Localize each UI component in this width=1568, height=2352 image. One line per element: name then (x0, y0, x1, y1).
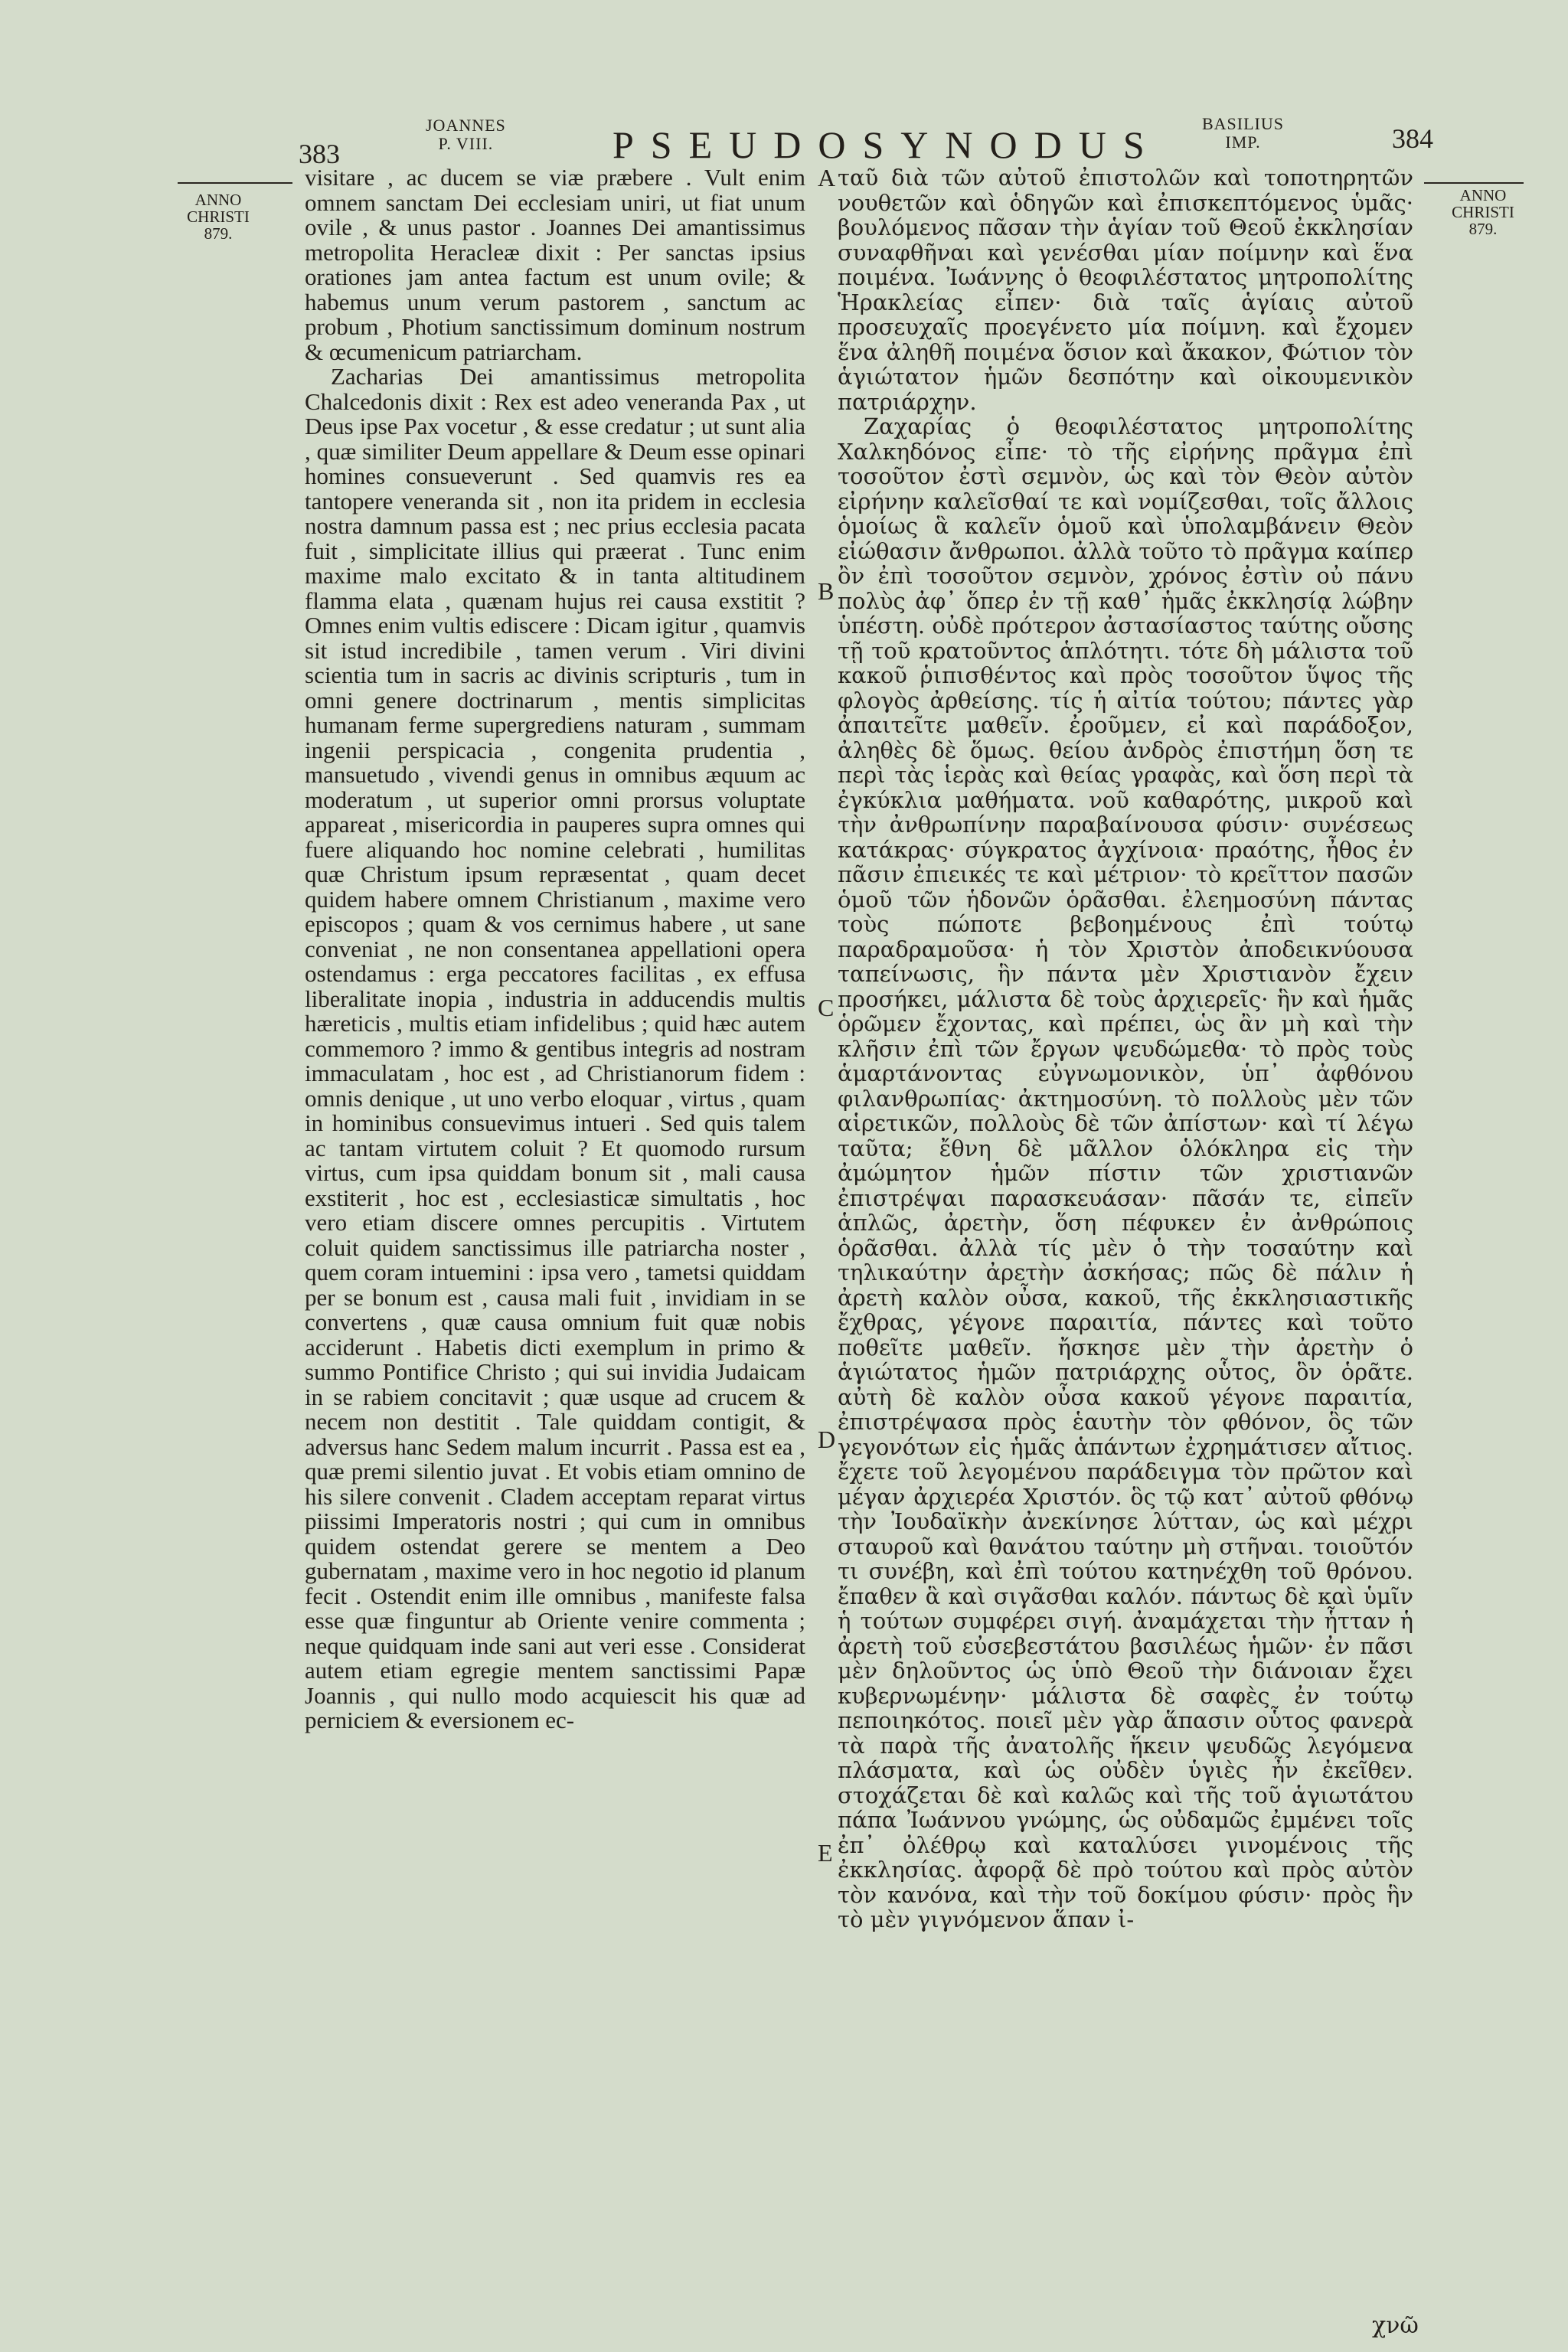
latin-paragraph: Zacharias Dei amantissimus metropolita Chalcedonis dixit : Rex est adeo veneranda Pax , ut Deus ipse Pax vocetur , & esse credatur ; ut sunt alia , quæ similiter Deum appellare & Deum esse opinari homines consueverunt . Sed quamvis res ea tantopere veneranda sit , non ita pridem in ecclesia nostra damnum passa est ; nec prius ecclesia pacata fuit , simplicitate illius qui præerat . Tunc enim maxime malo excitato & in tanta altitudinem flamma elata , quænam hujus rei causa exstitit ? Omnes enim vultis ediscere : Dicam igitur , quamvis sit istud incredibile , tamen verum . Viri divini scientia tum in sacris ac divinis scripturis , tum in omni genere doctrinarum , mentis simplicitas humanam ferme supergrediens naturam , summam ingenii perspicacia , congenita prudentia , mansuetudo , vivendi genus in omnibus æquum ac moderatum , ut superior omni prorsus voluptate appareat , misericordia in pauperes supra omnes qui fuere aliquando hoc nomine celebrati , humilitas quæ Christum ipsum repræsentat , quam decet quidem habere omnem Christianum , maxime vero episcopos ; quam & vos cernimus habere , ut sane conveniat , ne non consentanea appellationi opera ostendamus : erga peccatores facilitas , ex effusa liberalitate inopia , industria in adducendis multis hæreticis , multis etiam infidelibus ; quid hæc autem commemoro ? immo & gentibus integris ad nostram immaculatam , hoc est , ad Christianorum fidem : omnis denique , ut uno verbo eloquar , virtus , quam in hominibus consuevimus intueri . Sed quis talem ac tantam virtutem coluit ? Et quomodo rursum virtus, cum ipsa quiddam bonum sit , mali causa exstiterit , hoc est , ecclesiasticæ simultatis , hoc vero etiam discere omnes percupitis . Virtutem coluit quidem sanctissimus ille patriarcha noster , quem coram intuemini : ipsa vero , tametsi quiddam per se bonum est , causa mali fuit , invidiam in se convertens , quæ causa omnium fuit quæ nobis acciderunt . Habetis dicti exemplum in primo & summo Pontifice Christo ; qui sui invidia Judaicam in se rabiem concitavit ; quæ usque ad crucem & necem non destitit . Tale quiddam contigit, & adversus hanc Sedem malum incurrit . Passa est ea , quæ premi silentio juvat . Et vobis etiam omnino de his silere convenit . Cladem acceptam reparat virtus piissimi Imperatoris nostri ; qui cum in omnibus quidem ostendat gerere se mentem a Deo gubernatam , maxime vero in hoc negotio id planum fecit . Ostendit enim ille omnibus , manifeste falsa esse quæ finguntur ab Oriente venire commenta ; neque quidquam inde sani aut veri esse . Considerat autem etiam egregie mentem sanctissimi Papæ Joannis , qui nullo modo acquiescit his quæ ad perniciem & eversionem ec- (305, 363, 805, 1733)
greek-paragraph: Ζαχαρίας ὁ θεοφιλέστατος μητροπολίτης Χαλκηδόνος εἶπε· τὸ τῆς εἰρήνης πρᾶγμα ἐπὶ τοσοῦτον ἐστὶ σεμνὸν, ὡς καὶ τὸν Θεὸν αὐτὸν εἰρήνην καλεῖσθαί τε καὶ νομίζεσθαι, τοῖς ἄλλοις ὁμοίως ἃ καλεῖν ὁμοῦ καὶ ὑπολαμβάνειν Θεὸν εἰώθασιν ἄνθρωποι. ἀλλὰ τοῦτο τὸ πρᾶγμα καίπερ ὂν ἐπὶ τοσοῦτον σεμνὸν, χρόνος ἐστὶν οὐ πάνυ πολὺς ἀφ᾽ ὅπερ ἐν τῇ καθ᾽ ἡμᾶς ἐκκλησίᾳ λώβην ὑπέστη. οὐδὲ πρότερον ἀστασίαστος ταύτης οὔσης τῇ τοῦ κρατοῦντος ἁπλότητι. τότε δὴ μάλιστα τοῦ κακοῦ ῥιπισθέντος καὶ πρὸς τοσοῦτον ὕψος τῆς φλογὸς ἀρθείσης. τίς ἡ αἰτία τούτου; πάντες γὰρ ἀπαιτεῖτε μαθεῖν. ἐροῦμεν, εἰ καὶ παράδοξον, ἀληθὲς δὲ ὅμως. θείου ἀνδρὸς ἐπιστήμη ὅση τε περὶ τὰς ἱερὰς καὶ θείας γραφὰς, καὶ ὅση περὶ τὰ ἐγκύκλια μαθήματα. νοῦ καθαρότης, μικροῦ καὶ τὴν ἀνθρωπίνην παραβαίνουσα φύσιν· συνέσεως κατάκρας· σύγκρατος ἀγχίνοια· πραότης, ἦθος ἐν πᾶσιν ἐπιεικές τε καὶ μέτριον· τὸ κρεῖττον πασῶν ὁμοῦ τῶν ἡδονῶν ὁρᾶσθαι. ἐλεημοσύνη πάντας τοὺς πώποτε βεβοημένους ἐπὶ τούτῳ παραδραμοῦσα· ἡ τὸν Χριστὸν ἀποδεικνύουσα ταπείνωσις, ἣν πάντα μὲν Χριστιανὸν ἔχειν προσήκει, μάλιστα δὲ τοὺς ἀρχιερεῖς· ἣν καὶ ἡμᾶς ὁρῶμεν ἔχοντας, καὶ πρέπει, ὡς ἂν μὴ καὶ τὴν κλῆσιν ἐπὶ τῶν ἔργων ψευδώμεθα· τὸ πρὸς τοὺς ἁμαρτάνοντας εὐγνωμονικὸν, ὑπ᾽ ἀφθόνου φιλανθρωπίας· ἀκτημοσύνη. τὸ πολλοὺς μὲν τῶν αἱρετικῶν, πολλοὺς δὲ τῶν ἀπίστων· καὶ τί λέγω ταῦτα; ἔθνη δὲ μᾶλλον ὁλόκληρα εἰς τὴν ἀμώμητον ἡμῶν πίστιν τῶν χριστιανῶν ἐπιστρέψαι παρασκευάσαν· πᾶσάν τε, εἰπεῖν ἁπλῶς, ἀρετὴν, ὅση πέφυκεν ἐν ἀνθρώποις ὁρᾶσθαι. ἀλλὰ τίς μὲν ὁ τὴν τοσαύτην καὶ τηλικαύτην ἀρετὴν ἀσκήσας; πῶς δὲ πάλιν ἡ ἀρετὴ καλὸν οὖσα, κακοῦ, τῆς ἐκκλησιαστικῆς ἔχθρας, γέγονε παραιτία, πάντες καὶ τοῦτο ποθεῖτε μαθεῖν. ἤσκησε μὲν τὴν ἀρετὴν ὁ ἁγιώτατος ἡμῶν πατριάρχης οὗτος, ὃν ὁρᾶτε. αὐτὴ δὲ καλὸν οὖσα κακοῦ γέγονε παραιτία, ἐπιστρέψασα πρὸς ἑαυτὴν τὸν φθόνον, ὃς τῶν γεγονότων εἰς ἡμᾶς ἁπάντων ἐχρημάτισεν αἴτιος. ἔχετε τοῦ λεγομένου παράδειγμα τὸν πρῶτον καὶ μέγαν ἀρχιερέα Χριστόν. ὃς τῷ κατ᾽ αὐτοῦ φθόνῳ τὴν Ἰουδαϊκὴν ἀνεκίνησε λύτταν, ὡς καὶ μέχρι σταυροῦ καὶ θανάτου ταύτην μὴ στῆναι. τοιοῦτόν τι συνέβη, καὶ ἐπὶ τούτου κατηνέχθη τοῦ θρόνου. ἔπαθεν ἃ καὶ σιγᾶσθαι καλόν. πάντως δὲ καὶ ὑμῖν ἡ τούτων συμφέρει σιγή. ἀναμάχεται τὴν ἧτταν ἡ ἀρετὴ τοῦ εὐσεβεστάτου βασιλέως ἡμῶν· ἐν πᾶσι μὲν δηλοῦντος ὡς ὑπὸ Θεοῦ τὴν διάνοιαν ἔχει κυβερνωμένην· μάλιστα δὲ σαφὲς ἐν τούτῳ πεποιηκότος. ποιεῖ μὲν γὰρ ἅπασιν οὗτος φανερὰ τὰ παρὰ τῆς ἀνατολῆς ἥκειν ψευδῶς λεγόμενα πλάσματα, καὶ ὡς οὐδὲν ὑγιὲς ἦν ἐκεῖθεν. στοχάζεται δὲ καὶ καλῶς καὶ τῆς τοῦ ἁγιωτάτου πάπα Ἰωάννου γνώμης, ὡς οὐδαμῶς ἐμμένει τοῖς ἐπ᾽ ὀλέθρῳ καὶ καταλύσει γινομένοις τῆς ἐκκλησίας. ἀφορᾷ δὲ πρὸ τούτου καὶ πρὸς αὐτὸν τὸν κανόνα, καὶ τὴν τοῦ δοκίμου φύσιν· πρὸς ἣν τὸ μὲν γιγνόμενον ἅπαν ἰ- (838, 413, 1413, 1932)
right-margin-rule (1424, 182, 1524, 184)
right-margin-note (1438, 187, 1528, 237)
running-header (0, 115, 1568, 168)
page-number-right: 384 (1392, 123, 1433, 154)
page-title: PSEUDOSYNODUS (612, 123, 1161, 166)
greek-paragraph: ταῦ διὰ τῶν αὐτοῦ ἐπιστολῶν καὶ τοποτηρητῶν νουθετῶν καὶ ὁδηγῶν καὶ ἐπισκεπτόμενος ὑμᾶς· βουλόμενος πᾶσαν τὴν ἁγίαν τοῦ Θεοῦ ἐκκλησίαν συναφθῆναι καὶ γενέσθαι μίαν ποίμνην καὶ ἕνα ποιμένα. Ἰωάννης ὁ θεοφιλέστατος μητροπολίτης Ἡρακλείας εἶπεν· διὰ ταῖς ἁγίαις αὐτοῦ προσευχαῖς προεγένετο μία ποίμνη. καὶ ἔχομεν ἕνα ἀληθῆ ποιμένα ὅσιον καὶ ἄκακον, Φώτιον τὸν ἁγιώτατον ἡμῶν δεσπότην καὶ οἰκουμενικὸν πατριάρχην. (838, 165, 1413, 415)
margin-note-christi: CHRISTI (187, 207, 250, 226)
section-mark-a: A (818, 164, 836, 191)
margin-note-year: 879. (204, 224, 233, 243)
left-heading-line2: P. VIII. (438, 134, 494, 153)
margin-note-christi: CHRISTI (1452, 203, 1514, 221)
section-mark-b: B (818, 577, 835, 605)
left-heading-line1: JOANNES (426, 116, 506, 135)
section-mark-e: E (818, 1839, 833, 1867)
section-mark-c: C (818, 994, 835, 1021)
catchword: χνῶ (1372, 2312, 1419, 2339)
greek-column (838, 165, 1413, 1932)
section-mark-d: D (818, 1426, 836, 1453)
page-number-left: 383 (299, 139, 340, 169)
right-running-heading (1202, 115, 1284, 152)
right-heading-line1: BASILIUS (1202, 114, 1285, 133)
margin-note-year: 879. (1468, 220, 1498, 238)
left-running-heading (426, 116, 506, 153)
margin-note-anno: ANNO (1459, 186, 1507, 204)
left-margin-note (173, 191, 263, 242)
left-margin-rule (178, 182, 292, 184)
latin-paragraph: visitare , ac ducem se viæ præbere . Vult enim omnem sanctam Dei ecclesiam uniri, ut fiat unum ovile , & unus pastor . Joannes Dei amantissimus metropolita Heracleæ dixit : Per sanctas ipsius orationes jam antea factum est unum ovile; & habemus unum verum pastorem , sanctum ac probum , Photium sanctissimum dominum nostrum & œcumenicum patriarcham. (305, 164, 805, 365)
latin-column (305, 165, 805, 1733)
margin-note-anno: ANNO (194, 191, 242, 209)
right-heading-line2: IMP. (1225, 132, 1261, 152)
